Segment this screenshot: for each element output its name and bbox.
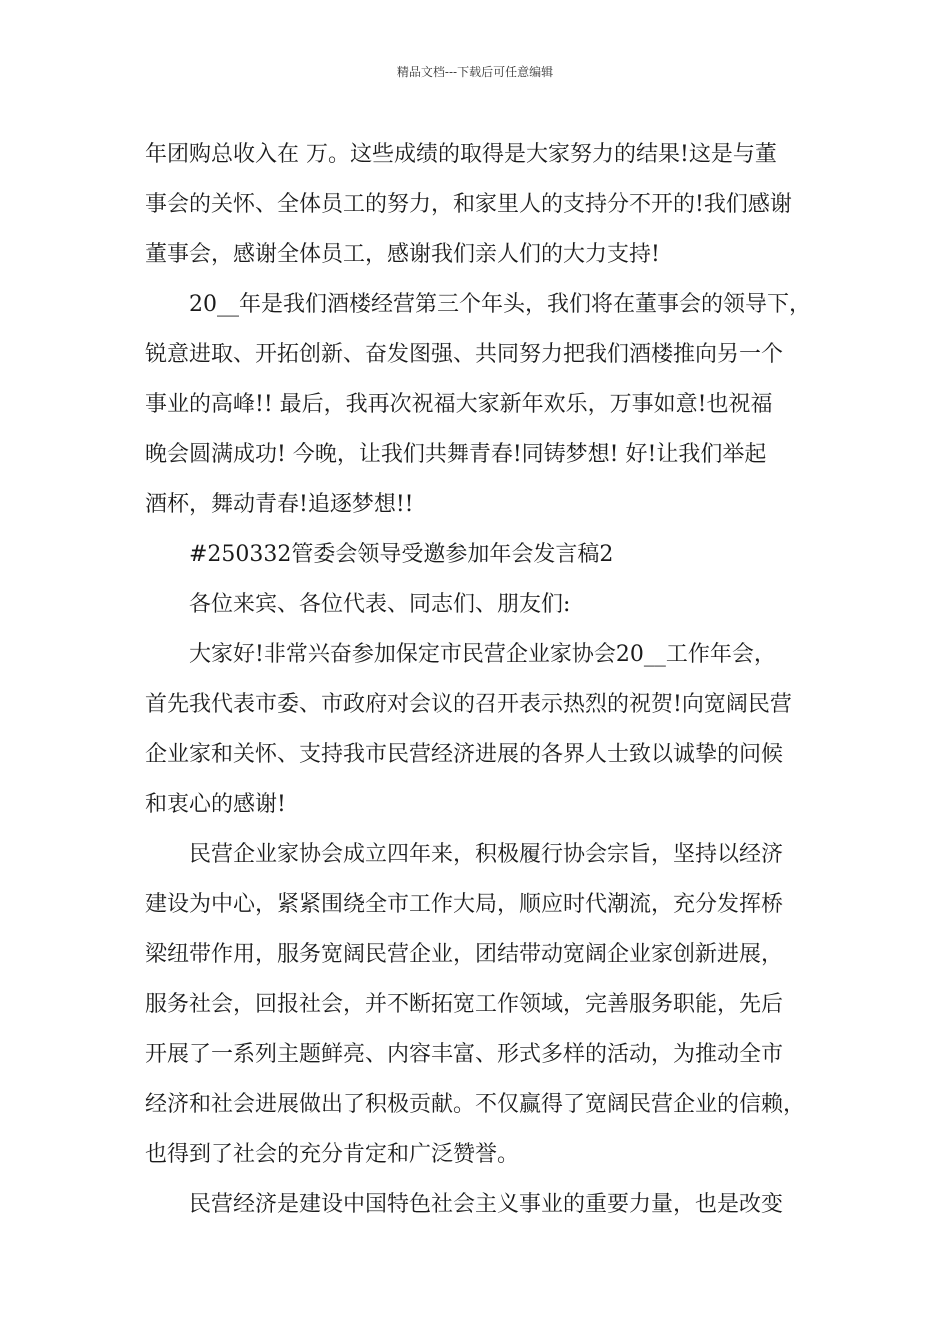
page-header: 精品文档---下载后可任意编辑 — [396, 65, 554, 79]
text-line: 服务社会，回报社会，并不断拓宽工作领域，完善服务职能，先后 — [145, 992, 784, 1017]
paragraph-start-line: 民营企业家协会成立四年来，积极履行协会宗旨，坚持以经济 — [189, 842, 784, 867]
paragraph-start-line: 大家好!非常兴奋参加保定市民营企业家协会20__工作年会， — [189, 642, 776, 667]
text-line: 也得到了社会的充分肯定和广泛赞誉。 — [145, 1142, 520, 1167]
text-line: 董事会，感谢全体员工，感谢我们亲人们的大力支持! — [145, 242, 660, 267]
text-line: 和衷心的感谢! — [145, 792, 286, 817]
text-line: 酒杯，舞动青春!追逐梦想!! — [145, 492, 414, 517]
salutation: 各位来宾、各位代表、同志们、朋友们: — [189, 592, 571, 617]
text-line: 企业家和关怀、支持我市民营经济进展的各界人士致以诚挚的问候 — [145, 742, 784, 767]
text-line: 年团购总收入在 万。这些成绩的取得是大家努力的结果!这是与董 — [145, 142, 777, 167]
text-line: 开展了一系列主题鲜亮、内容丰富、形式多样的活动，为推动全市 — [145, 1042, 784, 1067]
paragraph-start-line: 20__年是我们酒楼经营第三个年头，我们将在董事会的领导下， — [189, 292, 811, 317]
text-line: 锐意进取、开拓创新、奋发图强、共同努力把我们酒楼推向另一个 — [145, 342, 784, 367]
text-line: 建设为中心，紧紧围绕全市工作大局，顺应时代潮流，充分发挥桥 — [145, 892, 784, 917]
paragraph-start-line: 民营经济是建设中国特色社会主义事业的重要力量，也是改变 — [189, 1192, 784, 1217]
section-title: #250332管委会领导受邀参加年会发言稿2 — [189, 542, 614, 567]
text-line: 晚会圆满成功! 今晚，让我们共舞青春!同铸梦想! 好!让我们举起 — [145, 442, 767, 467]
document-body — [145, 130, 830, 1230]
text-line: 经济和社会进展做出了积极贡献。不仅赢得了宽阔民营企业的信赖， — [145, 1092, 806, 1117]
text-line: 梁纽带作用，服务宽阔民营企业，团结带动宽阔企业家创新进展， — [145, 942, 784, 967]
text-line: 首先我代表市委、市政府对会议的召开表示热烈的祝贺!向宽阔民营 — [145, 692, 792, 717]
text-line: 事业的高峰!! 最后，我再次祝福大家新年欢乐，万事如意!也祝福 — [145, 392, 773, 417]
text-line: 事会的关怀、全体员工的努力，和家里人的支持分不开的!我们感谢 — [145, 192, 792, 217]
